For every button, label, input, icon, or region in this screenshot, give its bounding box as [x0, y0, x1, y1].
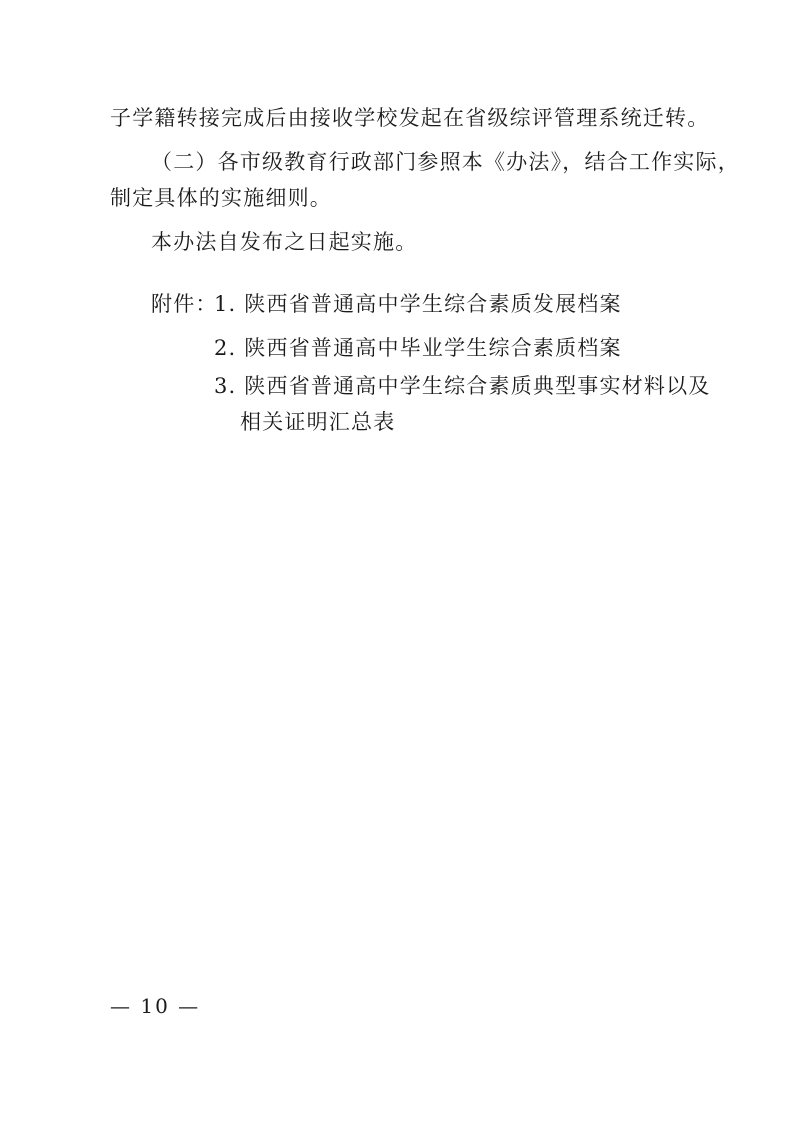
attachments-label: 附件：	[151, 292, 218, 316]
paragraph-line: （二）各市级教育行政部门参照本《办法》，结合工作实际，	[151, 150, 740, 174]
page-number: — 10 —	[110, 994, 201, 1018]
attachment-item-1: 1. 陕西省普通高中学生综合素质发展档案	[214, 292, 622, 316]
paragraph-line: 本办法自发布之日起实施。	[151, 230, 418, 254]
attachment-item-3-continuation: 相关证明汇总表	[240, 410, 396, 434]
attachment-item-3: 3. 陕西省普通高中学生综合素质典型事实材料以及	[214, 374, 711, 398]
paragraph-line: 子学籍转接完成后由接收学校发起在省级综评管理系统迁转。	[110, 106, 710, 130]
attachment-item-2: 2. 陕西省普通高中毕业学生综合素质档案	[214, 336, 622, 360]
paragraph-line: 制定具体的实施细则。	[110, 186, 332, 210]
